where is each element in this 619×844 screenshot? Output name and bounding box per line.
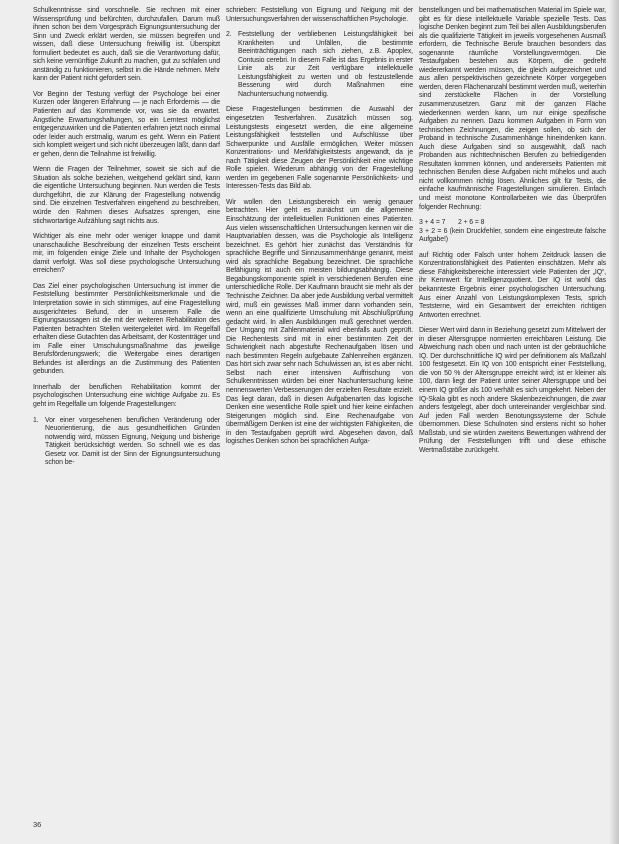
paragraph: benstellungen und bei mathematischen Material im Spiele war, gibt es für diese intellektuelle Variable spezielle Tests. Das logische Denken beginnt zum Teil bei allen Ausbildungsberufen als die qualifizierte Tätigkeit im jeweils vorgesehenen Ausmaß erfordern, die Technische Berufe brauchen besonders das sogenannte räumliche Vorstellungsvermögen. Die Testaufgaben bestehen aus Körpern, die gedreht wiedererkannt werden müssen, die gleich aufgezeichnet und aus allen perspektivischen gezeichnete Körper vorgegeben werden, deren Flächenanzahl bestimmt werden muß, weiterhin sind zerstückelte Flächen in der Vorstellung zusammenzusetzen. Ganz mit der ganzen Fläche wiederkennen werden kann, um nur einige spezifische Aufgaben zu nennen. Dazu kommen Aufgaben in Form von technischen Zeichnungen, die zeigen sollen, ob sich der Proband in technische Zusammenhänge hineindenken kann. Auch diese Aufgaben sind so ausgewählt, daß nach Probanden aus nichttechnischen Berufen zu befriedigenden Resultaten kommen können, und andererseits Patienten mit technischen Berufen diese Aufgaben nicht mühelos und auch nicht vollkommen richtig lösen. Ähnliches gilt für Tests, die einfache kaufmännische Fragestellungen simulieren. Einfach und meist monotone Kontrollarbeiten wie das Überprüfen folgender Rechnung: [419,7,606,211]
paragraph: Wichtiger als eine mehr oder weniger knappe und damit unanschauliche Beschreibung der einzelnen Tests erscheint mir, im folgenden einige Ziele und Inhalte der Psychologen damit verfolgt. Was soll diese psychologische Untersuchung erreichen? [33,233,220,275]
paragraph: Schulkenntnisse sind vorschnelle. Sie rechnen mit einer Wissensprüfung und befürchten, durchzufallen. Darum muß ihnen schon bei dem Vorgespräch Eignungsuntersuchung der Sinn und Zweck erklärt werden, sie müssen begreifen und wissen, daß diese Untersuchung freiwillig ist. Überspitzt formuliert bedeutet es auch, daß sie die Verantwortung dafür, sich keine vernünftige Zukunft zu machen, gut zu schlafen und anständig zu funktionieren, selbst in die Hände nehmen. Mehr kann der Patient nicht gefordert sein. [33,7,220,83]
numbered-list-item [226,31,413,99]
paragraph: Das Ziel einer psychologischen Untersuchung ist immer die Feststellung bestimmter Persönlichkeitsmerkmale und die Interpretation sowie in sich stimmiges, auf eine Fragestellung ausgerichtetes Befund, der in unserem Falle die Eignungsaussagen ist die mit der weiteren Rehabilitation des Patienten betrachten Stellen weitergeleitet wird. Im Regelfall erhalten diese Gutachten das Arbeitsamt, der Kostenträger und im Falle einer Umschulungsmaßnahme das jeweilige Berufsförderungswerk; die Weitergabe eines derartigen Befundes ist allerdings an die Zustimmung des Patienten gebunden. [33,282,220,376]
paragraph: auf Richtig oder Falsch unter hohem Zeitdruck lassen die Konzentrationsfähigkeit des Patienten einschätzen. Mehr als diese Fähigkeitsbereiche interessiert viele Patienten der „IQ“, ihr Kennwert für Intelligenzquotient. Der IQ ist wohl das bekannteste Ergebnis einer psychologischen Untersuchung. Aus einer Anzahl von Leistungskomplexen Tests, sprich Teststerne, wird ein Gesamtwert der erreichten richtigen Antworten errechnet. [419,251,606,319]
numbered-list-item [33,417,220,468]
paragraph: Dieser Wert wird dann in Beziehung gesetzt zum Mittelwert der in dieser Altersgruppe normierten erreichbaren Leistung. Die Abweichung nach oben und nach unten ist der gebräuchliche IQ. Der durchschnittliche IQ wird per definitionem als Maßzahl 100 festgesetzt. Ein IQ von 100 entspricht einer Feststellung, die von 50 % der Altersgruppe erreicht wird; ist er kleiner als 100, dann liegt der Patient unter seiner Altersgruppe und bei einem IQ größer als 100 verhält es sich umgekehrt. Neben der IQ-Skala gibt es noch andere Skalenbezeichnungen, die zwar anders festgelegt, aber doch untereinander vergleichbar sind. Auf jeden Fall werden Benotungssysteme der Schule übernommen. Diese Schulnoten sind erstens nicht so hoher Maßstab, und sie würden zweitens Bewertungen während der Prüfung der Feststellungen trifft und diese ethische Wertmaßstäbe zurückgeht. [419,327,606,454]
list-text: Feststellung der verbliebenen Leistungsfähigkeit bei Krankheiten und Unfällen, die bestimmte Beeinträchtigungen nach sich ziehen, z.B. Apoplex, Contusio cerebri. In diesem Falle ist das Ergebnis in erster Linie als zur Zeit verfügbare intellektuelle Leistungsfähigkeit zu werten und ob festzustellende Besserung wird durch Maßnahmen eine Nachuntersuchung notwendig. [238,31,413,98]
paragraph: Diese Fragestellungen bestimmen die Auswahl der eingesetzten Testverfahren. Zusätzlich müssen sog. Leistungstests eingesetzt werden, die eine allgemeine Leistungsfähigkeit feststellen und Aufschlüsse über Schwerpunkte und Ausfälle ermöglichen. Weiter müssen Konzentrations- und Merkfähigkeitstests angewandt, da je nach Tätigkeit diese Zeugen der Persönlichkeit eine wichtige Rolle spielen. Wiederum abhängig von der Fragestellung werden im gegebenen Falle sogenannte Persönlichkeits- und Interessen-Tests das Bild ab. [226,106,413,191]
list-text: Vor einer vorgesehenen beruflichen Veränderung oder Neuorientierung, die aus gesundheitlichen Gründen notwendig wird, müssen Eignung, Neigung und bisherige Tätigkeit berücksichtigt werden. So schnell wie es das Gesetz vor. Damit ist der Sinn der Eignungsuntersuchung schon be- [45,416,220,467]
paragraph: Wir wollen den Leistungsbereich ein wenig genauer betrachten. Hier geht es zunächst um die allgemeine Einschätzung der intellektuellen Funktionen eines Patienten. Aus vielen wissenschaftlichen Untersuchungen kennen wir die Hauptvariablen dessen, was die Psychologie als Intelligenz bezeichnet. Es gehört hier zunächst das Verständnis für sprachliche Begriffe und Sinnzusammenhänge genannt, meist wird als sprachliche Begabung bezeichnet. Die sprachliche Befähigung ist auch ein meisten bildungsabhängig. Diese Begabungskomponente spielt in verschiedenen Berufen eine unterschiedliche Rolle. Der Kaufmann braucht sie mehr als der Technische Zeichner. Da aber jede Ausbildung verbal vermittelt wird, muß ein gewisses Maß immer dann vorhanden sein, wenn an eine qualifizierte Umschulung mit Abschlußprüfung gedacht wird. In allen Ausbildungen muß gerechnet werden. Der Umgang mit Zahlenmaterial wird ebenfalls auch geprüft. Die Rechentests sind mit in einer bestimmten Zeit der Schwierigkeit nach abgestufte Rechenaufgaben lösen und nach bestimmten Regeln aufgebaute Zahlenreihen ergänzen. Das hört sich zwar sehr nach Schulwissen an, ist es aber nicht. Selbst nach einer intensiven Auffrischung von Schulkenntnissen würden bei einer Nachuntersuchung keine nennenswerten Verbesserungen der erzielten Resultate erzielt. Das liegt daran, daß in diesen Aufgabenarten das logische Denken eine wesentliche Rolle spielt und hier keine einfachen Steigerungen möglich sind. Eine Rechenaufgabe von übermäßigem Denken ist eine der wichtigsten Fähigkeiten, die in den Testaufgaben geprüft wird. Abgesehen davon, daß logisches Denken schon bei sprachlichen Aufga- [226,198,413,446]
paragraph: Vor Beginn der Testung verfügt der Psychologe bei einer Kurzen oder längeren Erfahrung — je nach Erfordernis — die Patienten auf das Kommende vor, was sie da erwartet. Ängstliche Erwartungshaltungen, so ein Lerntest möglichst entgegenzuwirken und die Patienten erfahren jetzt noch einmal oder leider auch erstmalig, warum es geht. Wenn ein Patient sich komplett weigert und sich nicht überzeugen läßt, dann darf er gehen, denn die Teilnahme ist freiwillig. [33,90,220,158]
math-line: 3 + 2 = 6 (kein Druckfehler, sondern eine eingestreute falsche Aufgabe!) [419,227,606,244]
page-number: 36 [33,820,42,829]
math-line: 3 + 4 = 7 2 + 6 = 8 [419,219,485,227]
text-column-right [419,7,606,462]
paragraph: Innerhalb der beruflichen Rehabilitation kommt der psychologischen Untersuchung eine wichtige Aufgabe zu. Es geht im Regelfalle um folgende Fragestellungen: [33,383,220,408]
paragraph: schrieben: Feststellung von Eignung und Neigung mit der Untersuchungsverfahren der wissenschaftlichen Psychologie. [226,7,413,23]
text-column-middle [226,7,413,454]
text-column-left [33,7,220,475]
list-number: 1. [33,416,39,424]
paragraph: Wenn die Fragen der Teilnehmer, soweit sie sich auf die Situation als solche beziehen, weitgehend geklärt sind, kann die eigentliche Untersuchung beginnen. Nun werden die Tests durchgeführt, die zur Klärung der Fragestellung notwendig sind. Die einzelnen Testverfahren eingehend zu beschreiben, würde den Rahmen dieses Aufsatzes sprengen, eine stichwortartige Aufzählung sagt nichts aus. [33,166,220,225]
math-example [419,219,606,245]
binding-shadow [609,0,619,844]
list-number: 2. [226,31,232,39]
